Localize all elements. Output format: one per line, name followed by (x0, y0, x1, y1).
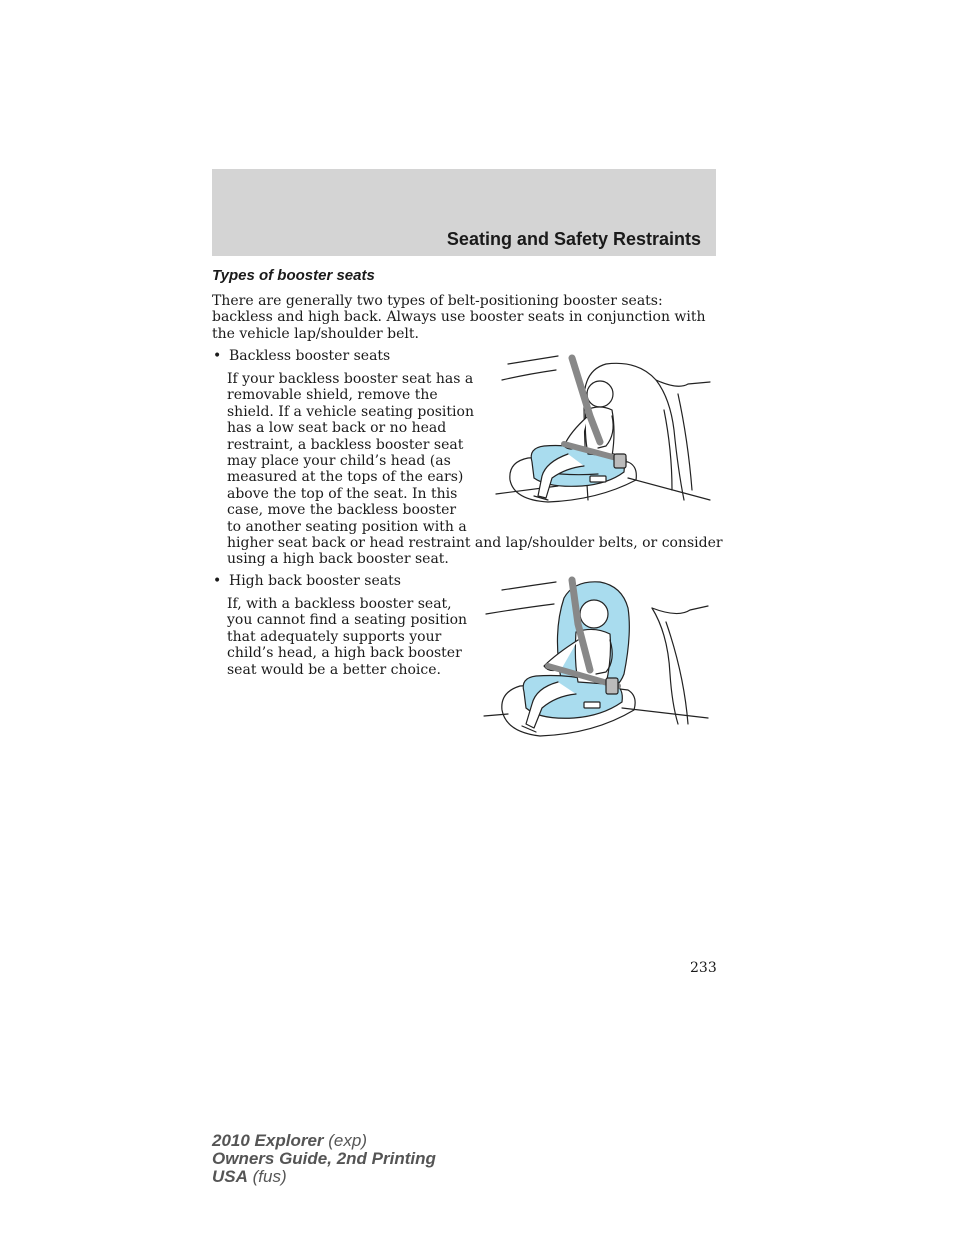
bullet-label: Backless booster seats (229, 348, 391, 364)
bullet-dot: • (213, 573, 222, 589)
bullet-dot: • (213, 348, 222, 364)
footer-line-1: 2010 Explorer (exp) (212, 1131, 367, 1150)
bullet-label: High back booster seats (229, 573, 401, 589)
page-number: 233 (690, 960, 717, 976)
document-footer (212, 1132, 436, 1186)
bullet-high-back (213, 573, 401, 589)
footer-line-3: USA (fus) (212, 1167, 287, 1186)
backless-paragraph: If your backless booster seat has a removable shield, remove the shield. If a vehicle seating position has a low seat back or no head restraint, a backless booster seat may place your child’s head (as measured at the tops of the ears) above the top of the seat. In this case, move the backless booster to another seating position with a higher seat back or head restraint and lap/shoulder belts, or consider using a high back booster seat. (227, 371, 723, 568)
section-title: Seating and Safety Restraints (446, 229, 701, 249)
section-header-band (212, 169, 716, 256)
footer-line-2: Owners Guide, 2nd Printing (212, 1149, 436, 1168)
subheading: Types of booster seats (212, 267, 375, 284)
backless-booster-illustration (488, 350, 714, 510)
bullet-backless (213, 348, 390, 364)
intro-paragraph: There are generally two types of belt-positioning booster seats: backless and high back. Always use booster seats in conjunction with the vehicle lap/shoulder belt. (212, 293, 706, 342)
high-back-booster-illustration (482, 574, 714, 740)
high-back-paragraph: If, with a backless booster seat, you cannot find a seating position that adequately supports your child’s head, a high back booster seat would be a better choice. (227, 596, 468, 678)
